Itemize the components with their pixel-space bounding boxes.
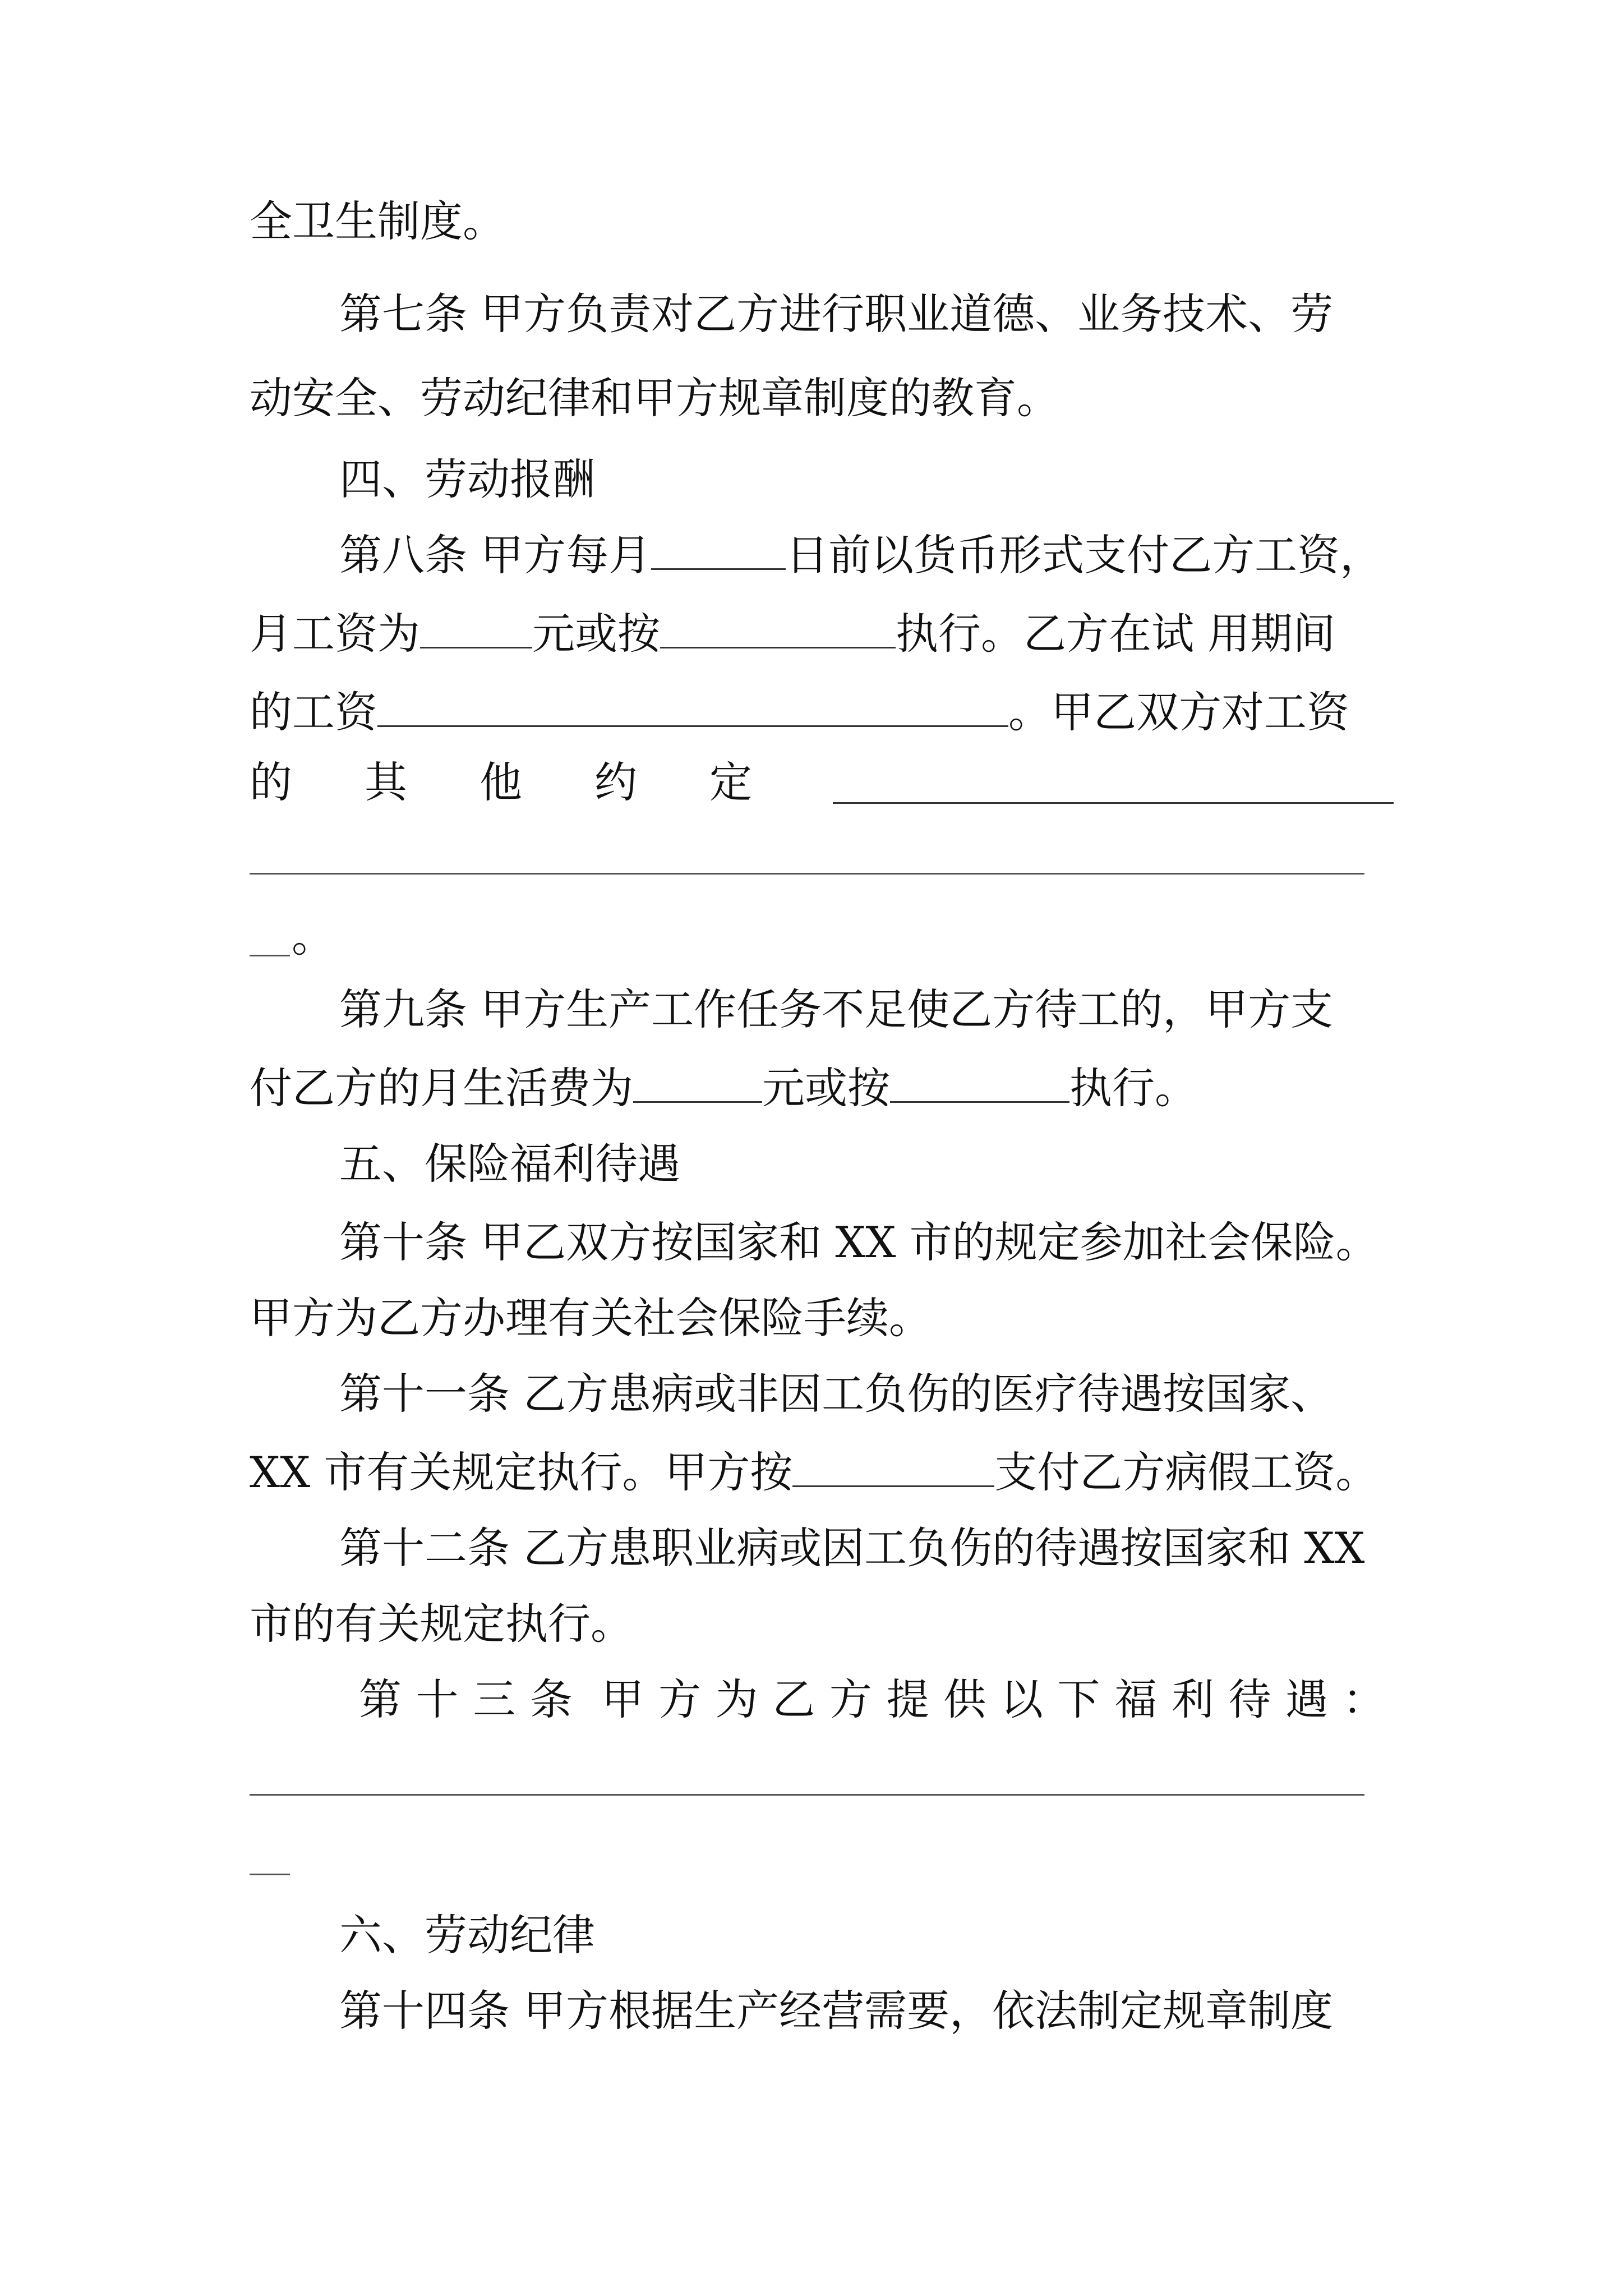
article-12-line-1: 第十二条 乙方患职业病或因工负伤的待遇按国家和 XX xyxy=(339,1523,1365,1573)
fill-blank-sick-pay-basis[interactable] xyxy=(792,1446,994,1487)
spaced-char: 十 xyxy=(416,1674,459,1724)
article-8-line-4 xyxy=(250,752,1394,813)
section-heading-discipline: 六、劳动纪律 xyxy=(339,1910,595,1960)
article-9-text-a: 付乙方的月生活费为 xyxy=(250,1063,633,1113)
spaced-char: 乙 xyxy=(772,1674,815,1724)
spaced-char: 三 xyxy=(473,1674,516,1724)
spaced-char: ： xyxy=(1342,1674,1385,1724)
article-8-text-f: 的工资 xyxy=(250,687,377,737)
spaced-char: 条 xyxy=(529,1674,573,1724)
fill-line-full-width[interactable] xyxy=(250,873,1364,875)
spaced-char: 遇 xyxy=(1285,1674,1329,1724)
article-9-text-b: 元或按 xyxy=(762,1063,890,1113)
period-after-blank: 。 xyxy=(292,912,334,961)
fill-blank-probation-wage[interactable] xyxy=(377,686,1008,727)
fill-blank-living-allowance[interactable] xyxy=(633,1062,762,1103)
spaced-char: 供 xyxy=(943,1674,986,1724)
fill-blank-other-wage-terms[interactable] xyxy=(833,763,1394,804)
spaced-char: 为 xyxy=(715,1674,758,1724)
article-13-line-1 xyxy=(359,1669,1385,1731)
spaced-char: 利 xyxy=(1171,1674,1214,1724)
article-8-line-2 xyxy=(250,603,1394,665)
spaced-char: 甲 xyxy=(601,1674,644,1724)
article-8-text-g: 。甲乙双方对工资 xyxy=(1008,687,1349,737)
article-8-text-d: 元或按 xyxy=(532,609,660,659)
spaced-char: 下 xyxy=(1057,1674,1100,1724)
fill-blank-wage-basis[interactable] xyxy=(660,608,896,648)
fill-blank-pay-day[interactable] xyxy=(651,529,786,570)
spaced-char: 待 xyxy=(1228,1674,1271,1724)
article-11-text-b: 支付乙方病假工资。 xyxy=(994,1447,1378,1497)
spaced-char: 方 xyxy=(829,1674,872,1724)
article-11-line-2 xyxy=(250,1442,1394,1503)
spaced-char: 其 xyxy=(365,757,407,807)
article-10-line-1: 第十条 甲乙双方按国家和 XX 市的规定参加社会保险。 xyxy=(339,1217,1378,1267)
fill-blank-allowance-basis[interactable] xyxy=(890,1062,1069,1103)
section-heading-remuneration: 四、劳动报酬 xyxy=(339,454,595,504)
section-heading-insurance: 五、保险福利待遇 xyxy=(339,1139,680,1189)
spaced-char: 约 xyxy=(594,757,637,807)
fill-blank-monthly-wage[interactable] xyxy=(420,608,532,648)
spaced-char: 他 xyxy=(479,757,522,807)
article-9-line-1: 第九条 甲方生产工作任务不足使乙方待工的，甲方支 xyxy=(339,984,1334,1034)
article-8-line-3 xyxy=(250,682,1394,743)
article-14-line-1: 第十四条 甲方根据生产经营需要，依法制定规章制度 xyxy=(339,1986,1334,2036)
spaced-char: 提 xyxy=(886,1674,929,1724)
article-7-line-2: 动安全、劳动纪律和甲方规章制度的教育。 xyxy=(250,373,1059,423)
spaced-char: 以 xyxy=(1000,1674,1043,1724)
article-7-line-1: 第七条 甲方负责对乙方进行职业道德、业务技术、劳 xyxy=(339,289,1334,339)
article-9-text-c: 执行。 xyxy=(1069,1063,1197,1113)
article-8-text-c: 月工资为 xyxy=(250,609,420,659)
article-8-text-a: 第八条 甲方每月 xyxy=(339,530,652,580)
spaced-char: 的 xyxy=(250,757,292,807)
article-8-text-b: 日前以货币形式支付乙方工资， xyxy=(786,530,1383,580)
article-12-line-2: 市的有关规定执行。 xyxy=(250,1599,633,1649)
spaced-char: 福 xyxy=(1114,1674,1158,1724)
fill-line-short[interactable] xyxy=(250,955,290,956)
text-line-1: 全卫生制度。 xyxy=(250,196,505,246)
article-10-line-2: 甲方为乙方办理有关社会保险手续。 xyxy=(250,1293,932,1343)
spaced-char: 定 xyxy=(709,757,752,807)
spaced-char: 方 xyxy=(658,1674,701,1724)
article-11-text-a: XX 市有关规定执行。甲方按 xyxy=(250,1447,793,1497)
fill-line-full-width-welfare[interactable] xyxy=(250,1794,1364,1796)
article-11-line-1: 第十一条 乙方患病或非因工负伤的医疗待遇按国家、 xyxy=(339,1369,1334,1419)
article-8-text-e: 执行。乙方在试 用期间 xyxy=(896,609,1336,659)
article-9-line-2 xyxy=(250,1057,1394,1119)
fill-line-short-welfare[interactable] xyxy=(250,1874,290,1875)
article-8-line-1 xyxy=(339,524,1394,586)
spaced-char: 第 xyxy=(359,1674,402,1724)
